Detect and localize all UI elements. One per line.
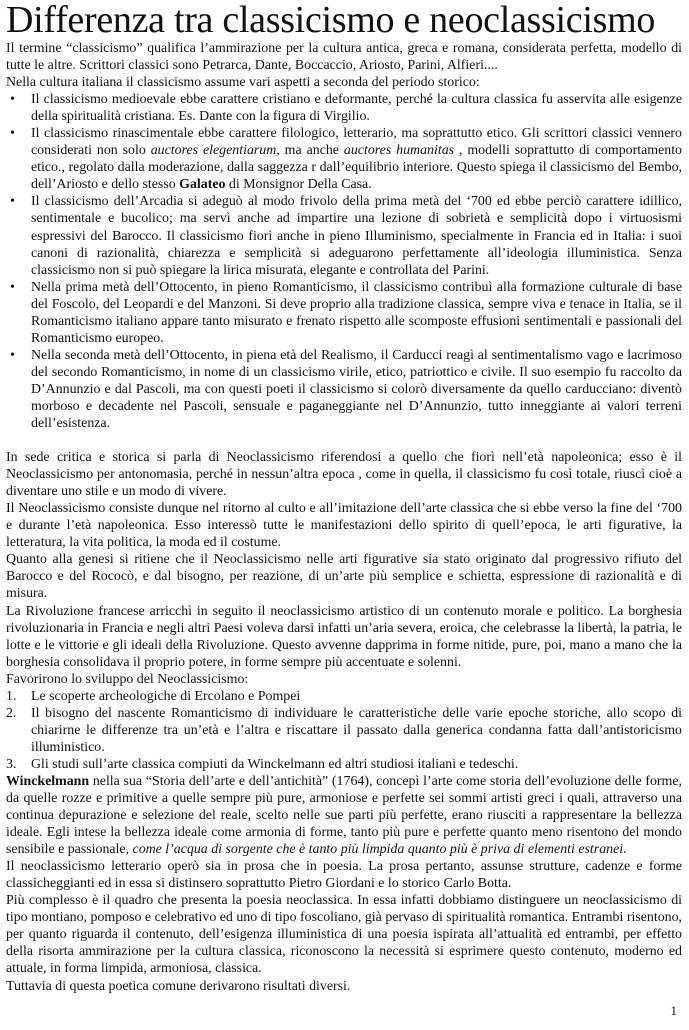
numbered-item: 2. Il bisogno del nascente Romanticismo di individuare le caratteristiche delle varie epoche storiche, allo scopo di chiarirne le differenze tra un’età e l’altra e riscattare il passato dalla generica condanna fatta dall’antistoricismo illuministico. [6,705,682,755]
paragraph-revolution: La Rivoluzione francese arricchì in seguito il neoclassicismo artistico di un contenuto morale e politico. La borghesia rivoluzionaria in Francia e negli altri Paesi voleva darsi infatti un’aria severa, eroica, che celebrasse la libertà, la patria, le lotte e le vittorie e gli ideali della Rivoluzione. Questo avvenne dapprima in forme nitide, pure, poi, mano a mano che la borghesia consolidava il proprio potere, in forme sempre più accentuate e solenni. [6,603,682,670]
italic-term: auctores elegentiarum [150,143,277,159]
paragraph-neoclassicism-definition: In sede critica e storica si parla di Neoclassicismo riferendosi a quello che fiorì nell’età napoleonica; esso è il Neoclassicismo per antonomasia, perché in nessun’altra epoca , come in quella, il classicismo fu così totale, riuscì cioè a diventare uno stile e un modo di vivere. [6,450,682,500]
bold-term: Winckelmann [6,773,90,789]
bold-term: Galateo [179,177,226,193]
list-item-arcadia: • Il classicismo dell’Arcadia si adeguò al modo frivolo della prima metà del ‘700 ed ebbe perciò carattere idillico, sentimentale e bucolico; ma servì anche ad impartire una lezione di sobrietà e semplicità dopo i virtuosismi espressivi del Barocco. Il classicismo fiorì anche in pieno Illuminismo, specialmente in Francia ed in Italia: i suoi canoni di razionalità, chiarezza e semplicità si adeguarono perfettamente all’ideologia illuministica. Senza classicismo non si può spiegare la lirica misurata, elegante e controllata del Parini. [31,193,682,278]
italic-quote: come l’acqua di sorgente che è tanto più limpida quanto più è priva di elementi estranei [132,842,624,858]
document-title: Differenza tra classicismo e neoclassicismo [6,0,656,41]
italic-term: auctores humanitas [343,143,455,159]
paragraph-favorirono: Favorirono lo sviluppo del Neoclassicismo: [6,671,249,687]
document-page [6,0,682,995]
paragraph-conclusion: Tuttavia di questa poetica comune derivarono risultati diversi. [6,978,351,994]
paragraph-neoclassicism-return: Il Neoclassicismo consiste dunque nel ritorno al culto e all’imitazione dell’arte classica che si ebbe verso la fine del ‘700 e durante l’età napoleonica. Esso interessò tutte le manifestazioni dello spirito di quell’epoca, le arti figurative, la letteratura, la vita politica, la moda ed il costume. [6,501,682,551]
paragraph-literary-neoclassicism: Il neoclassicismo letterario operò sia in prosa che in poesia. La prosa pertanto, assunse strutture, cadenze e forme classicheggianti ed in essa si distinsero soprattutto Pietro Giordani e lo storico Carlo Botta. [6,859,682,892]
factors-list [6,688,682,773]
blank-line [6,432,682,449]
numbered-item: 1. Le scoperte archeologiche di Ercolano e Pompei [6,688,301,704]
list-item-medieval: • Il classicismo medioevale ebbe carattere cristiano e deformante, perché la cultura classica fu asservita alle esigenze della spiritualità cristiana. Es. Dante con la figura di Virgilio. [31,91,682,125]
numbered-item: 3. Gli studi sull’arte classica compiuti da Winckelmann ed altri studiosi italiani e tedeschi. [6,756,519,772]
intro-paragraph-2: Nella cultura italiana il classicismo assume vari aspetti a seconda del periodo storico: [6,75,480,91]
paragraph-winckelmann: Winckelmann nella sua “Storia dell’arte e dell’antichità” (1764), concepì l’arte come storia dell’evoluzione delle forme, da quelle rozze e primitive a quelle sempre più pure, armoniose e perfette sei sommi artisti greci i quali, attraverso una continua depurazione e selezione del reale, scelto nelle sue parti più perfette, erano riusciti a rappresentare la bellezza ideale. Egli intese la bellezza ideale come armonia di forme, tanto più pure e perfette quanto meno risentono del mondo sensibile e passionale, come l’acqua di sorgente che è tanto più limpida quanto più è priva di elementi estranei. [6,773,682,858]
intro-paragraph-1: Il termine “classicismo” qualifica l’ammirazione per la cultura antica, greca e romana, considerata perfetta, modello di tutte le altre. Scrittori classici sono Petrarca, Dante, Boccaccio, Ariosto, Parini, Alfieri.... [6,41,682,74]
list-item-realism: • Nella seconda metà dell’Ottocento, in piena età del Realismo, il Carducci reagì al sentimentalismo vago e lacrimoso del secondo Romanticismo, in nome di un classicismo virile, etico, patriottico e civile. Il suo esempio fu raccolto da D’Annunzio e dal Pascoli, ma con questi poeti il classicismo si colorò diversamente da quello carducciano: diventò morboso e decadente nel Pascoli, sensuale e paganeggiante nel D’Annunzio, tutto inneggiante ai valori terreni dell’esistenza. [31,347,682,432]
list-item-renaissance: • Il classicismo rinascimentale ebbe carattere filologico, letterario, ma soprattutto etico. Gli scrittori classici vennero considerati non solo auctores elegentiarum, ma anche auctores humanitas , modelli soprattutto di comportamento etico., regolato dalla moderazione, dalla saggezza r dall’equilibrio interiore. Questo spiega il classicismo del Bembo, dell’Ariosto e dello stesso Galateo di Monsignor Della Casa. [31,125,682,193]
page-number: 1 [670,1003,677,1018]
paragraph-poetry: Più complesso è il quadro che presenta la poesia neoclassica. In essa infatti dobbiamo distinguere un neoclassicismo di tipo montiano, pomposo e celebrativo ed uno di tipo foscoliano, già pervaso di spiritualità romantica. Entrambi risentono, per quanto riguarda il contenuto, dell’esigenza illuministica di una poesia ispirata all’attualità ed entrambi, per effetto della risorta ammirazione per la cultura classica, riconoscono la necessità si esprimere questo contenuto, moderno ed attuale, in forma limpida, armoniosa, classica. [6,893,682,977]
paragraph-genesis: Quanto alla genesi si ritiene che il Neoclassicismo nelle arti figurative sia stato originato dal progressivo rifiuto del Barocco e del Rococò, e dal bisogno, per reazione, di un’arte più semplice e schietta, espressione di razionalità e di misura. [6,552,682,602]
list-item-romanticism: • Nella prima metà dell’Ottocento, in pieno Romanticismo, il classicismo contribuì alla formazione culturale di base del Foscolo, del Leopardi e del Manzoni. Si deve proprio alla tradizione classica, sempre viva e tenace in Italia, se il Romanticismo italiano appare tanto misurato e frenato rispetto alle scomposte effusioni sentimentali e passionali del Romanticismo europeo. [31,279,682,347]
classicism-periods-list [6,91,682,432]
